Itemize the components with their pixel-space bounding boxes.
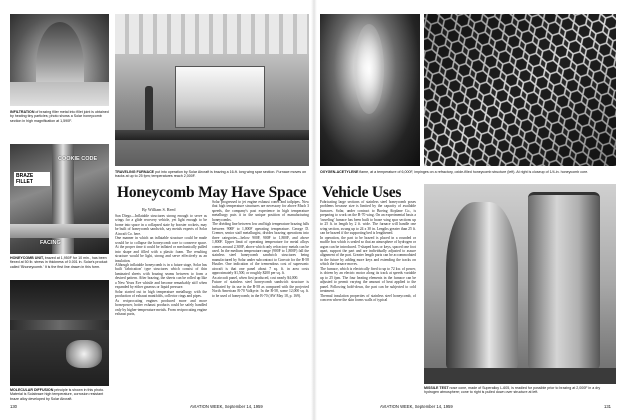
right-magazine-footer: AVIATION WEEK, September 14, 1959 [380,404,453,409]
honeycomb-closeup-photo [424,14,616,166]
missile-test-caption [424,386,616,395]
caption-bold: MISSILE TEST [424,386,449,390]
brazed-unit-caption [10,256,109,269]
honeycomb-unit-photo [10,144,109,254]
caption-text: brazed at 1,950F for 10 min., has been flexed at 50 lb. stress in thickness of 0.001 in. Solar's product called 'Bhoneycomb.' It is the first line drawn in this form. [10,256,108,269]
page-gutter [311,0,317,420]
facing-label: FACING [40,240,61,246]
traveling-furnace-caption [115,170,309,179]
fillet-base-shape [10,82,109,106]
headline-right: Vehicle Uses [322,184,402,201]
missile-nose-cone-photo [424,184,616,384]
caption-text: nose cone, made of Superalloy L-605, is readied for possible prior to brazing at 2,000F in a dry hydrogen atmosphere; cone to right is pulled down over structure at left. [424,386,601,395]
furnace-track-shape [115,130,309,140]
oxygen-acetylene-caption [320,170,616,174]
flame-jet-shape [354,24,384,114]
right-page-number: 131 [604,404,611,409]
left-page-number: 130 [10,404,17,409]
furnace-body-shape [175,66,265,128]
caption-bold: INFILTRATION [10,110,35,114]
molecular-diffusion-photo [10,280,109,386]
caption-text: put into operation by Solar Aircraft is brazing a 16-ft. long wing spar section. Furnace moves on tracks at up to 25 fpm; temperatures reach 2,000F. [115,170,307,179]
braze-fillet-photo [10,14,109,106]
headline-left: Honeycomb May Have Space [117,184,307,201]
body-column-3: Fabricating large sections of stainless steel honeycomb poses problems because size is limited by the capacity of available furnaces. Solar, under contract to Boeing Airplane Co., is preparing to work on the B-70 wing. On an experimental basis a 'traveling' furnace has been built to braze wing spar sections up to 25 ft. in length by 2 ft. wide. The furnace will handle one wing section, swung up to 24 x 30 in. Lengths greater than 25 ft. can be brazed if the supporting bed is lengthened. In operation, the part to be brazed is placed in a rounded or muffle box which is sealed so that an atmosphere of hydrogen or argon can be introduced. T-shaped bars or keys, spaced one foot apart, support the part and are individually adjusted to assure alignment of the part. Greater length parts can be accommodated in the future by adding more keys and extending the tracks on which the furnace moves. The furnace, which is electrically fired to up to 72 kw. of power, is driven by an electric motor along its track at speeds variable up to 25 fpm. The four heating elements in the furnace can be adjusted to permit varying the amount of heat applied to the panel. Following hold-down, the part can be subjected to cold treatment. Thermal insulation properties of stainless steel honeycomb, of concern where the skin forms walls of typical [320,200,416,302]
caption-bold: HONEYCOMB UNIT, [10,256,44,260]
cookie-code-label: COOKIE CODE [58,156,98,162]
nose-cone-left-shape [446,202,518,370]
body-column-2: Solar progressed to jet engine exhaust cones and tailpipes. Now that high temperature structures are necessary for above Mach 3 speeds, the company's past experience in high temperature metallurgy puts it in the unique position of manufacturing honeycombs. The dividing line between low and high temperature brazing falls between 900F to 1,000F operating temperature. George D. Cremer, senior staff metallurgist, divides brazing operations into three categories—below 900F, 900F to 1,800F, and above 1,800F. Upper limit of operating temperature for metal alloys comes around 2,300F, above which only refractory metals can be used. In the medium temperature range (900F to 1,800F) fall the stainless steel honeycomb sandwich structures being manufactured by Solar under subcontract to Convair for the B-58 Hustler. One indication of the tremendous cost of supersonic aircraft is that one panel about 7 sq. ft. in area costs approximately $1,500, or roughly $200 per sq. ft. An aircraft panel, when first produced, cost nearly $4,000. Future of stainless steel honeycomb sandwich structure is indicated by its use in the B-58 as compared with the projected North American B-70 Valkyrie. In the B-58, some 12,000 sq. ft. to be used of honeycomb; in the B-70 (AW May 18, p. 169). [212,200,309,298]
caption-bold: TRAVELING FURNACE [115,170,155,174]
oxygen-flame-photo [320,14,420,166]
left-magazine-footer: AVIATION WEEK, September 14, 1959 [190,404,263,409]
infiltration-caption [10,110,109,123]
caption-bold: OXYGEN-ACETYLENE [320,170,359,174]
molecular-diffusion-caption [10,388,109,401]
caption-bold: MOLECULAR DIFFUSION [10,388,54,392]
diffusion-zone-shape [66,340,102,368]
facing-strip-shape [10,224,109,238]
body-column-1: San Diego—Inflatable structures strong enough to serve as wings for a glide recovery vehicle, yet light enough to be borne into space in a collapsed state by booster rockets, may be built of honeycomb sandwich, say metals experts of Solar Aircraft Co. here. One manner in which an inflatable structure could be made would be to collapse the honeycomb core to conserve space. At the proper time it could be inflated or mechanically pulled into shape and filled with a plastic foam. The resulting structure would be light, strong and serve effectively as an insulation. Although inflatable honeycomb is in a future stage, Solar has built 'fabrication' type structures which consist of thin laminated sheets with brazing seams between to form a desired pattern. After brazing, the sheets can be rolled up like a New Years Eve whistle and become remarkably stiff when expanded by either gaseous or liquid pressure. Solar started out in high temperature metallurgy with the production of exhaust manifolds, collector rings and pipes. As reciprocating engines produced more and more horsepower, hotter exhaust products could be safely handled only by higher-temperature metals. From reciprocating engine exhaust parts, [115,214,207,316]
byline: By William S. Reed [142,207,176,212]
caption-text: flame, at a temperature of 6,000F, impinges on a refractory, oxide-filled honeycomb structure (left). At right is closeup of 1/4-in. honeycomb core. [358,170,589,174]
worker-figure-shape [145,86,153,130]
factory-ceiling-shape [115,14,309,54]
caption-text: principle is shown in this photo. Material is Solabraze high temperature, corrosion resistant braze alloy developed by Solar Aircraft. [10,388,105,401]
braze-fillet-label: BRAZE FILLET [14,172,50,186]
diffusion-layer-shape [10,320,109,330]
cone-base-shape [424,368,616,384]
honeycomb-pattern [424,14,616,166]
traveling-furnace-photo [115,14,309,166]
nose-cone-right-shape [528,192,600,370]
caption-text: of brazing filler metal into fillet joint is obtained by heating tiny particles; photo shows a Solar honeycomb section in high magnification at 1,590F. [10,110,109,123]
